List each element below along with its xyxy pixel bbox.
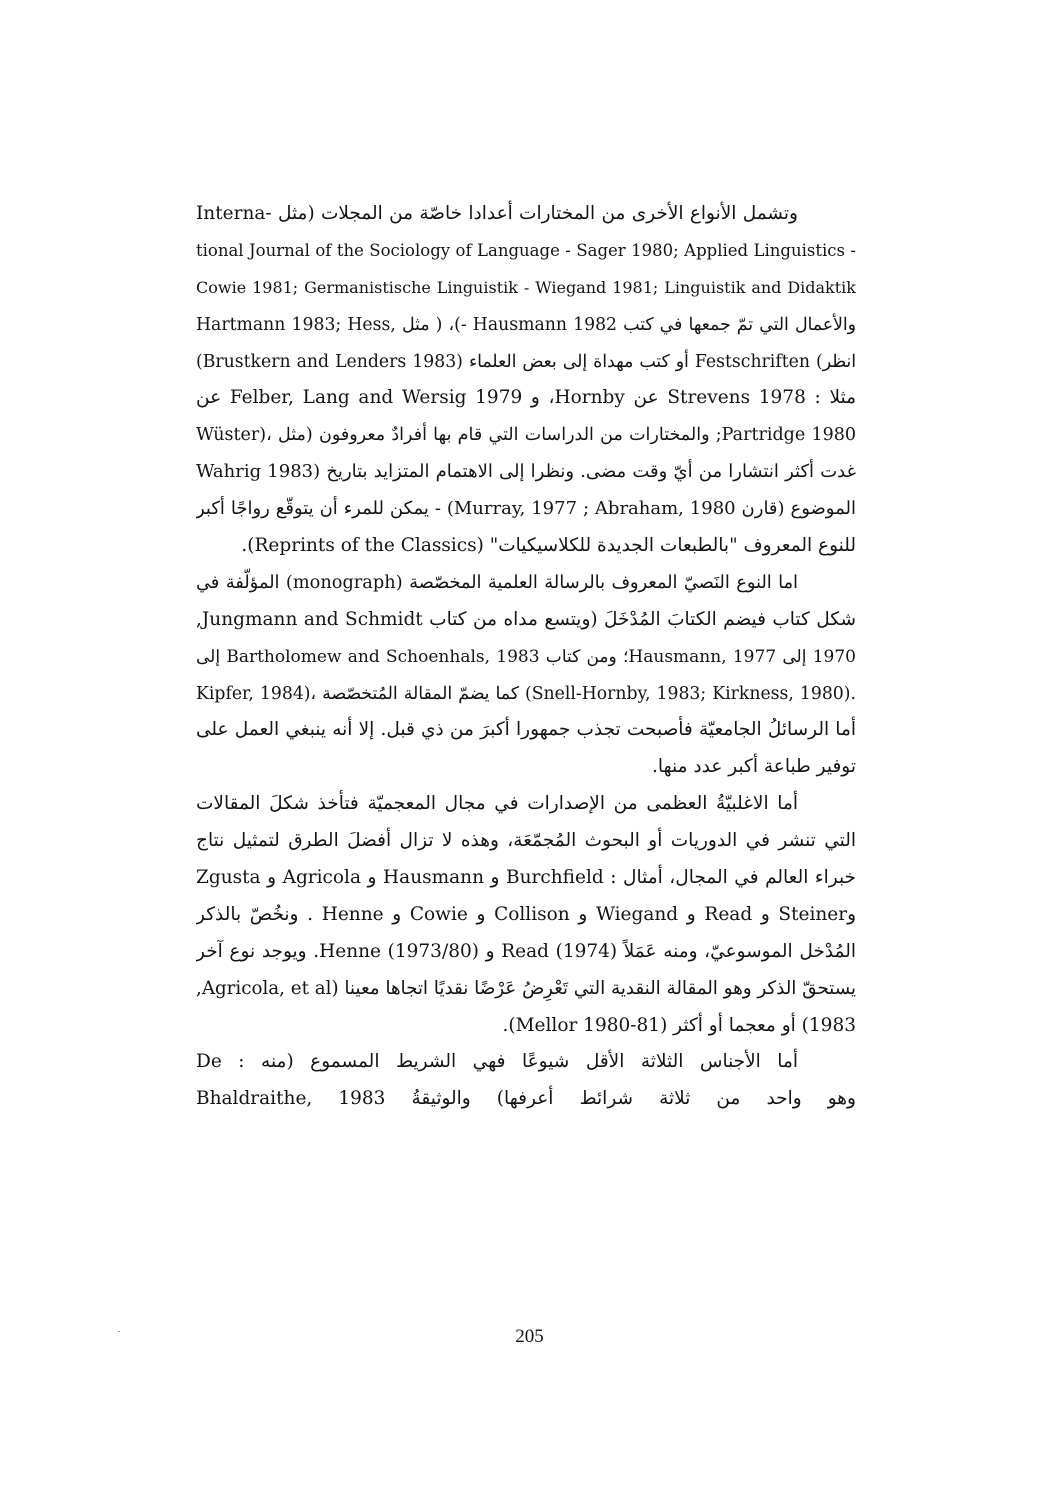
paragraph-monograph: [196, 565, 856, 786]
text-line: وSteiner و Read و Wiegand و Collison و Cowie و Henne . ونخُصّ بالذكر: [196, 903, 856, 925]
text-line: الموضوع (قارن Murray, 1977 ; Abraham, 1980) - يمكن للمرء أن يتوقّع رواجًا أكبر: [196, 498, 856, 520]
text-line: tional Journal of the Sociology of Language - Sager 1980; Applied Linguistics -: [196, 240, 856, 260]
text-line: Hartmann 1983; Hess, مثل ) ،(- Hausmann 1982 والأعمال التي تمّ جمعها في كتب: [196, 314, 856, 335]
text-line: اما النوع النَصيّ المعروف بالرسالة العلمية المخصّصة (monograph) المؤلّفة في: [196, 572, 798, 593]
text-line: التي تنشر في الدوريات أو البحوث المُجمّعَة، وهذه لا تزال أفضلَ الطرق لتمثيل نتاج: [196, 830, 856, 852]
text-line: أما الأجناس الثلاثة الأقل شيوعًا فهي الشريط المسموع (منه : De: [196, 1051, 798, 1073]
text-line: Wahrig 1983) غدت أكثر انتشارا من أيّ وقت مضى. ونظرا إلى الاهتمام المتزايد بتاريخ: [196, 461, 856, 483]
body-text: [196, 196, 856, 1118]
text-line: يستحقّ الذكر وهو المقالة النقدية التي تَعْرِضُ عَرْضًا نقديًا اتجاها معينا (Agricola, et al,: [196, 977, 856, 999]
text-line: Kipfer, 1984)، كما يضمّ المقالة المُتخصّصة (Snell-Hornby, 1983; Kirkness, 1980).: [196, 683, 856, 704]
paragraph-genres: [196, 1044, 856, 1118]
text-line: خبراء العالم في المجال، أمثال : Burchfield و Hausmann و Agricola و Zgusta: [196, 867, 856, 889]
text-line: مثلا : Strevens 1978 عن Hornby، و Felber, Lang and Wersig 1979 عن: [196, 387, 856, 409]
text-line: وتشمل الأنواع الأخرى من المختارات أعدادا خاصّة من المجلات (مثل -Interna: [196, 203, 798, 224]
text-line: توفير طباعة أكبر عدد منها.: [651, 756, 856, 778]
text-line: أما الرسائلُ الجامعيّة فأصبحت تجذب جمهورا أكبرَ من ذي قبل. إلا أنه ينبغي العمل على: [196, 719, 856, 741]
text-line: (Brustkern and Lenders 1983) أو كتب مهداة إلى بعض العلماء Festschriften (انظر: [196, 351, 856, 372]
text-line: Wüster)، والمختارات من الدراسات التي قام بها أفرادٌ معروفون (مثل ;Partridge 1980: [196, 425, 856, 446]
paragraph-anthologies: [196, 196, 856, 565]
page-number: 205: [515, 1326, 544, 1347]
text-line: أما الاغلبيّةُ العظمى من الإصدارات في مجال المعجميّة فتأخذ شكلَ المقالات: [196, 793, 798, 815]
text-line: للنوع المعروف "بالطبعات الجديدة للكلاسيكيات" (Reprints of the Classics).: [241, 535, 856, 557]
paragraph-articles: [196, 786, 856, 1044]
text-line: 1983) أو معجما أو أكثر (Mellor 1980-81).: [502, 1014, 856, 1036]
text-line: Bhaldraithe, 1983 وهو واحد من ثلاثة شرائط أعرفها) والوثيقةُ: [196, 1088, 856, 1110]
text-line: شكل كتاب فيضم الكتابَ المُدْخَلَ (ويتسع مداه من كتاب Jungmann and Schmidt,: [196, 608, 856, 630]
text-line: Cowie 1981; Germanistische Linguistik - Wiegand 1981; Linguistik and Didaktik: [196, 277, 856, 297]
text-line: 1970 إلى Hausmann, 1977؛ ومن كتاب Bartholomew and Schoenhals, 1983 إلى: [196, 646, 856, 667]
text-line: المُدْخل الموسوعيّ، ومنه عَمَلاً (1974) Read و (1973/80) Henne. ويوجد نوع آخر: [196, 940, 856, 962]
